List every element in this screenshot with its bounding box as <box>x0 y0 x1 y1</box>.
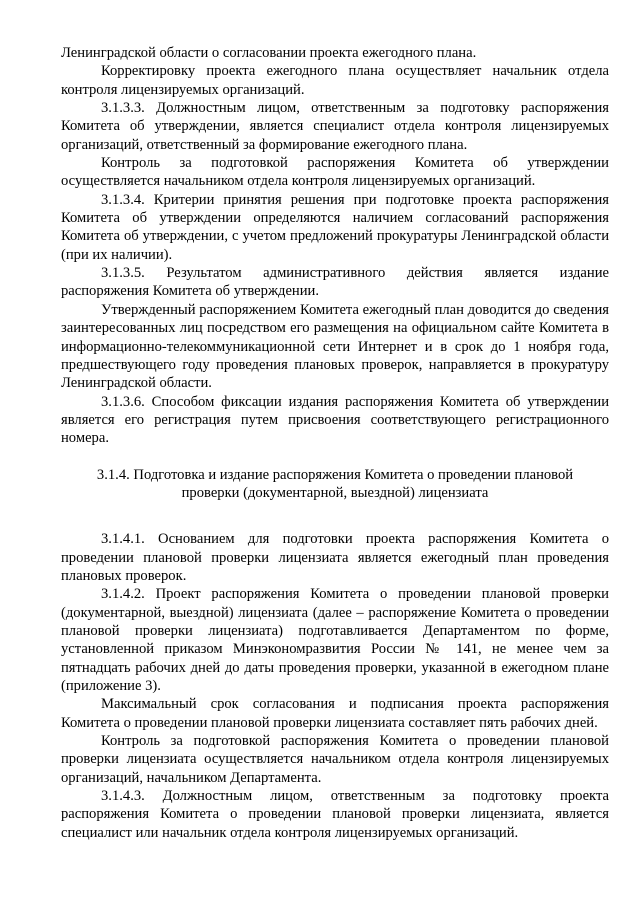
paragraph: 3.1.3.3. Должностным лицом, ответственным за подготовку распоряжения Комитета об утверждении, является специалист отдела контроля лицензируемых организаций, ответственный за формирование ежегодного плана. <box>61 100 609 153</box>
paragraph: 3.1.3.4. Критерии принятия решения при подготовке проекта распоряжения Комитета об утверждении определяются наличием согласований распоряжения Комитета об утверждении, с учетом предложений прокуратуры Ленинградской области (при их наличии). <box>61 191 609 263</box>
paragraph: Корректировку проекта ежегодного плана осуществляет начальник отдела контроля лицензируемых организаций. <box>61 63 609 98</box>
spacer <box>61 502 609 530</box>
paragraph: 3.1.4.1. Основанием для подготовки проекта распоряжения Комитета о проведении плановой проверки лицензиата является ежегодный план проведения плановых проверок. <box>61 531 609 584</box>
paragraph: Контроль за подготовкой распоряжения Комитета о проведении плановой проверки лицензиата осуществляется начальником отдела контроля лицензируемых организаций, начальником Департамента. <box>61 733 609 786</box>
document-page <box>61 44 609 842</box>
spacer <box>61 448 609 466</box>
paragraph: 3.1.3.6. Способом фиксации издания распоряжения Комитета об утверждении является его регистрация путем присвоения соответствующего регистрационного номера. <box>61 393 609 447</box>
paragraph: Утвержденный распоряжением Комитета ежегодный план доводится до сведения заинтересованных лиц посредством его размещения на официальном сайте Комитета в информационно-телекоммуникационной сети Интернет и в срок до 1 ноября года, предшествующего году проведения плановых проверок, направляется в прокуратуру Ленинградской области. <box>61 301 609 392</box>
paragraph: 3.1.3.5. Результатом административного действия является издание распоряжения Комитета об утверждении. <box>61 265 609 300</box>
paragraph-continuation: Ленинградской области о согласовании проекта ежегодного плана. <box>61 45 477 61</box>
paragraph: Контроль за подготовкой распоряжения Комитета об утверждении осуществляется начальником отдела контроля лицензируемых организаций. <box>61 155 609 190</box>
paragraph: 3.1.4.3. Должностным лицом, ответственным за подготовку проекта распоряжения Комитета о проведении плановой проверки лицензиата, является специалист или начальник отдела контроля лицензируемых организаций. <box>61 788 609 841</box>
paragraph: Максимальный срок согласования и подписания проекта распоряжения Комитета о проведении плановой проверки лицензиата составляет пять рабочих дней. <box>61 696 609 731</box>
paragraph: 3.1.4.2. Проект распоряжения Комитета о проведении плановой проверки (документарной, выездной) лицензиата (далее – распоряжение Комитета о проведении плановой проверки лицензиата) подготавливается Департаментом по форме, установленной приказом Минэкономразвития России № 141, не менее чем за пятнадцать рабочих дней до даты проведения проверки, указанной в ежегодном плане (приложение 3). <box>61 586 609 694</box>
section-heading: 3.1.4. Подготовка и издание распоряжения Комитета о проведении плановой проверки (документарной, выездной) лицензиата <box>96 466 574 501</box>
